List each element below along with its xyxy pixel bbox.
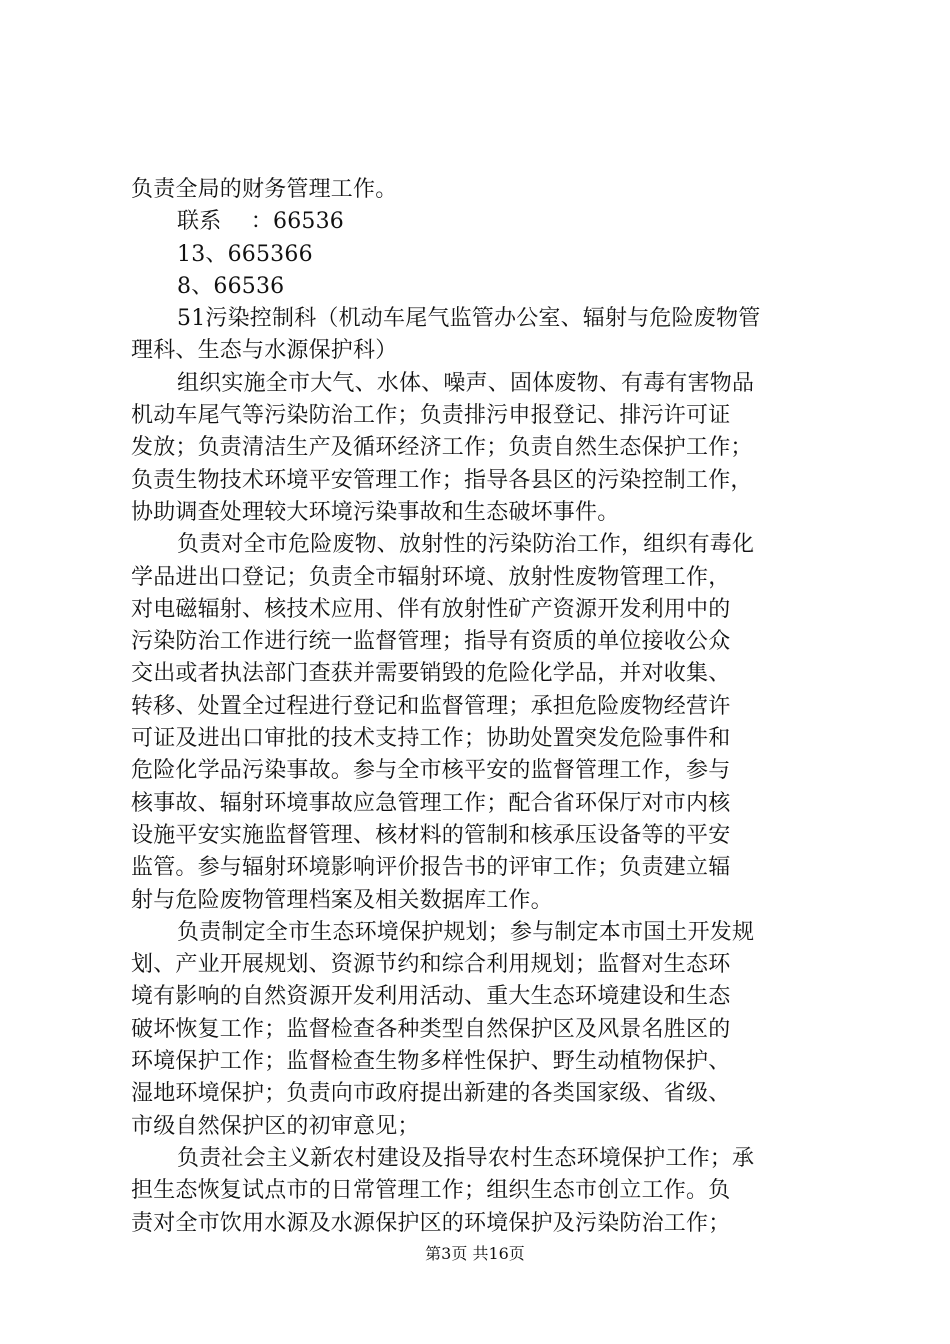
text-line: 负责对全市危险废物、放射性的污染防治工作，组织有毒化 bbox=[177, 532, 755, 558]
text-line: 污染防治工作进行统一监督管理；指导有资质的单位接收公众 bbox=[131, 629, 731, 655]
text-line: 市级自然保护区的初审意见； bbox=[131, 1113, 420, 1139]
text-line: 对电磁辐射、核技术应用、伴有放射性矿产资源开发利用中的 bbox=[131, 596, 731, 622]
text-line: 交出或者执法部门查获并需要销毁的危险化学品，并对收集、 bbox=[131, 661, 731, 687]
text-line: 划、产业开展规划、资源节约和综合利用规划；监督对生态环 bbox=[131, 952, 731, 978]
text-line: 监管。参与辐射环境影响评价报告书的评审工作；负责建立辐 bbox=[131, 855, 731, 881]
text-line: 理科、生态与水源保护科） bbox=[131, 338, 398, 364]
text-line: 破坏恢复工作；监督检查各种类型自然保护区及风景名胜区的 bbox=[131, 1016, 731, 1042]
text-line: 转移、处置全过程进行登记和监督管理；承担危险废物经营许 bbox=[131, 693, 731, 719]
body-text bbox=[131, 174, 831, 1240]
text-line: 射与危险废物管理档案及相关数据库工作。 bbox=[131, 887, 553, 913]
text-line: 负责社会主义新农村建设及指导农村生态环境保护工作；承 bbox=[177, 1145, 755, 1171]
page-number: 第3页 共16页 bbox=[425, 1244, 525, 1263]
text-line: 学品进出口登记；负责全市辐射环境、放射性废物管理工作， bbox=[131, 564, 731, 590]
text-line: 联系 ：66536 bbox=[177, 209, 344, 235]
text-line: 13、665366 bbox=[177, 241, 313, 267]
text-line: 协助调查处理较大环境污染事故和生态破坏事件。 bbox=[131, 499, 620, 525]
text-line: 负责全局的财务管理工作。 bbox=[131, 177, 398, 202]
text-line: 发放；负责清洁生产及循环经济工作；负责自然生态保护工作； bbox=[131, 435, 753, 461]
text-line: 核事故、辐射环境事故应急管理工作；配合省环保厅对市内核 bbox=[131, 790, 731, 816]
page-footer bbox=[0, 1243, 950, 1265]
text-line: 负责生物技术环境平安管理工作；指导各县区的污染控制工作， bbox=[131, 467, 753, 493]
text-line: 危险化学品污染事故。参与全市核平安的监督管理工作，参与 bbox=[131, 758, 731, 784]
text-line: 境有影响的自然资源开发利用活动、重大生态环境建设和生态 bbox=[131, 984, 731, 1010]
text-line: 担生态恢复试点市的日常管理工作；组织生态市创立工作。负 bbox=[131, 1178, 731, 1204]
text-line: 设施平安实施监督管理、核材料的管制和核承压设备等的平安 bbox=[131, 822, 731, 848]
text-line: 负责制定全市生态环境保护规划；参与制定本市国土开发规 bbox=[177, 919, 755, 945]
text-line: 可证及进出口审批的技术支持工作；协助处置突发危险事件和 bbox=[131, 726, 731, 752]
text-line: 环境保护工作；监督检查生物多样性保护、野生动植物保护、 bbox=[131, 1049, 731, 1075]
text-line: 组织实施全市大气、水体、噪声、固体废物、有毒有害物品 bbox=[177, 370, 755, 396]
text-line: 机动车尾气等污染防治工作；负责排污申报登记、排污许可证 bbox=[131, 403, 731, 429]
text-line: 51污染控制科（机动车尾气监管办公室、辐射与危险废物管 bbox=[177, 306, 761, 332]
text-line: 8、66536 bbox=[177, 273, 285, 299]
text-line: 责对全市饮用水源及水源保护区的环境保护及污染防治工作； bbox=[131, 1210, 731, 1236]
text-line: 湿地环境保护；负责向市政府提出新建的各类国家级、省级、 bbox=[131, 1081, 731, 1107]
